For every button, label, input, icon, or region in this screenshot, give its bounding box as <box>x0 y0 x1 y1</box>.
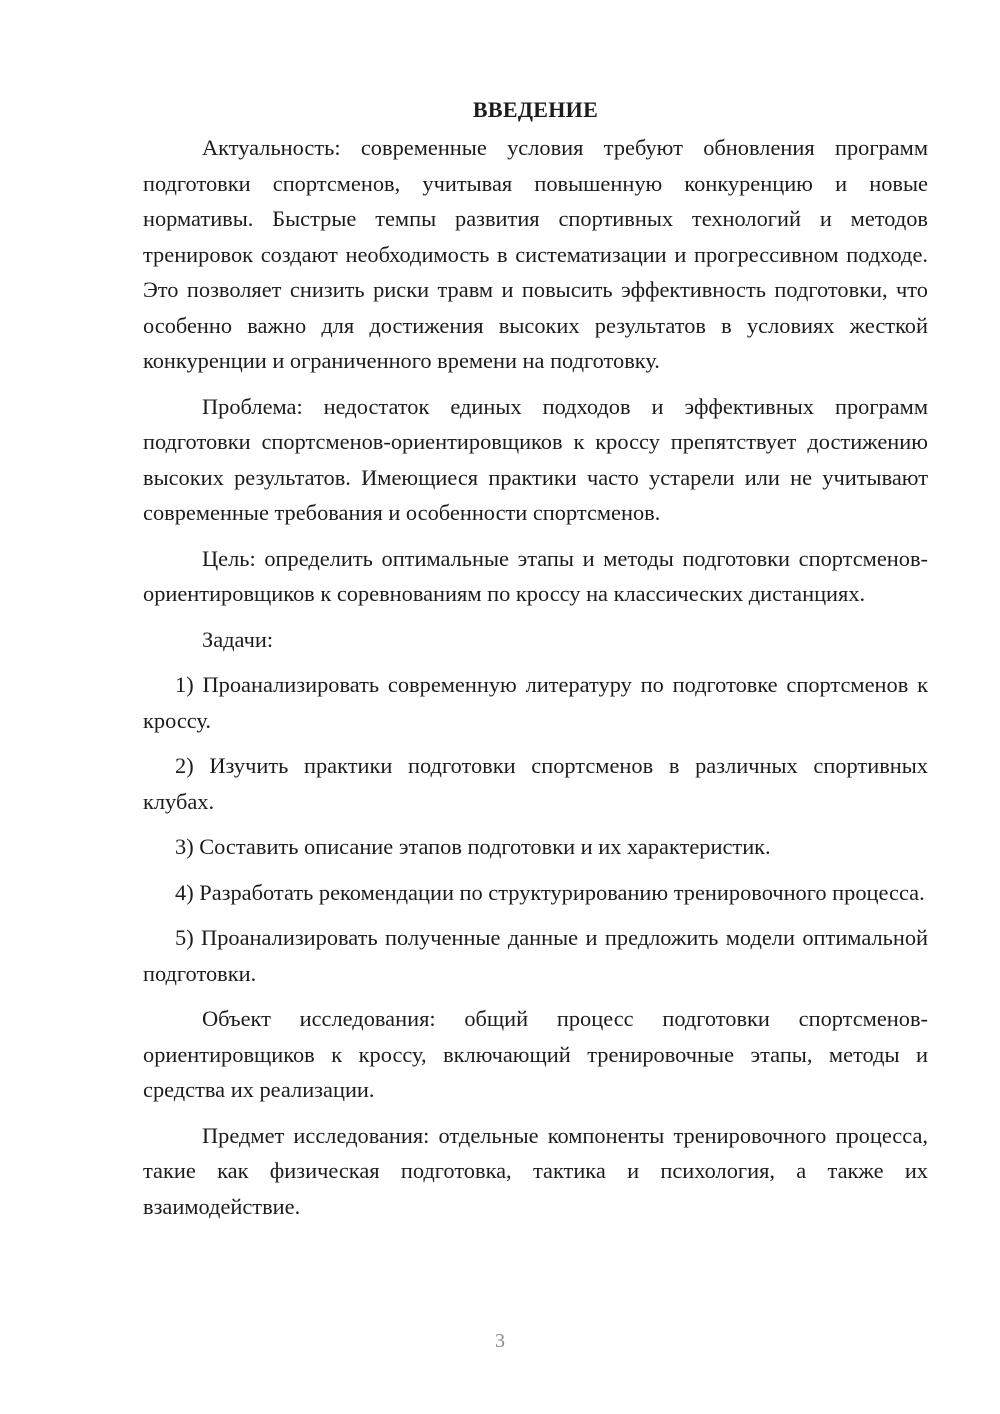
paragraph-relevance: Актуальность: современные условия требуют обновления программ подготовки спортсменов, учитывая повышенную конкуренцию и новые нормативы. Быстрые темпы развития спортивных технологий и методов тренировок создают необходимость в систематизации и прогрессивном подходе. Это позволяет снизить риски травм и повысить эффективность подготовки, что особенно важно для достижения высоких результатов в условиях жесткой конкуренции и ограниченного времени на подготовку. <box>143 135 928 373</box>
task-item-4: 4) Разработать рекомендации по структурированию тренировочного процесса. <box>175 879 925 905</box>
document-page <box>143 92 928 1234</box>
paragraph-goal: Цель: определить оптимальные этапы и методы подготовки спортсменов-ориентировщиков к соревнованиям по кроссу на классических дистанциях. <box>143 545 928 606</box>
paragraph-object: Объект исследования: общий процесс подготовки спортсменов-ориентировщиков к кроссу, включающий тренировочные этапы, методы и средства их реализации. <box>143 1006 928 1102</box>
paragraph-subject: Предмет исследования: отдельные компоненты тренировочного процесса, такие как физическая подготовка, тактика и психология, а также их взаимодействие. <box>143 1122 928 1219</box>
task-item-1: 1) Проанализировать современную литературу по подготовке спортсменов к кроссу. <box>143 672 928 733</box>
task-item-2: 2) Изучить практики подготовки спортсменов в различных спортивных клубах. <box>143 753 928 814</box>
page-title: ВВЕДЕНИЕ <box>472 97 599 122</box>
paragraph-problem: Проблема: недостаток единых подходов и эффективных программ подготовки спортсменов-ориентировщиков к кроссу препятствует достижению высоких результатов. Имеющиеся практики часто устарели или не учитывают современные требования и особенности спортсменов. <box>143 393 928 525</box>
task-item-5: 5) Проанализировать полученные данные и предложить модели оптимальной подготовки. <box>143 925 928 986</box>
task-item-3: 3) Составить описание этапов подготовки и их характеристик. <box>175 834 771 859</box>
paragraph-tasks-heading: Задачи: <box>202 626 274 652</box>
page-number: 3 <box>495 1330 505 1352</box>
